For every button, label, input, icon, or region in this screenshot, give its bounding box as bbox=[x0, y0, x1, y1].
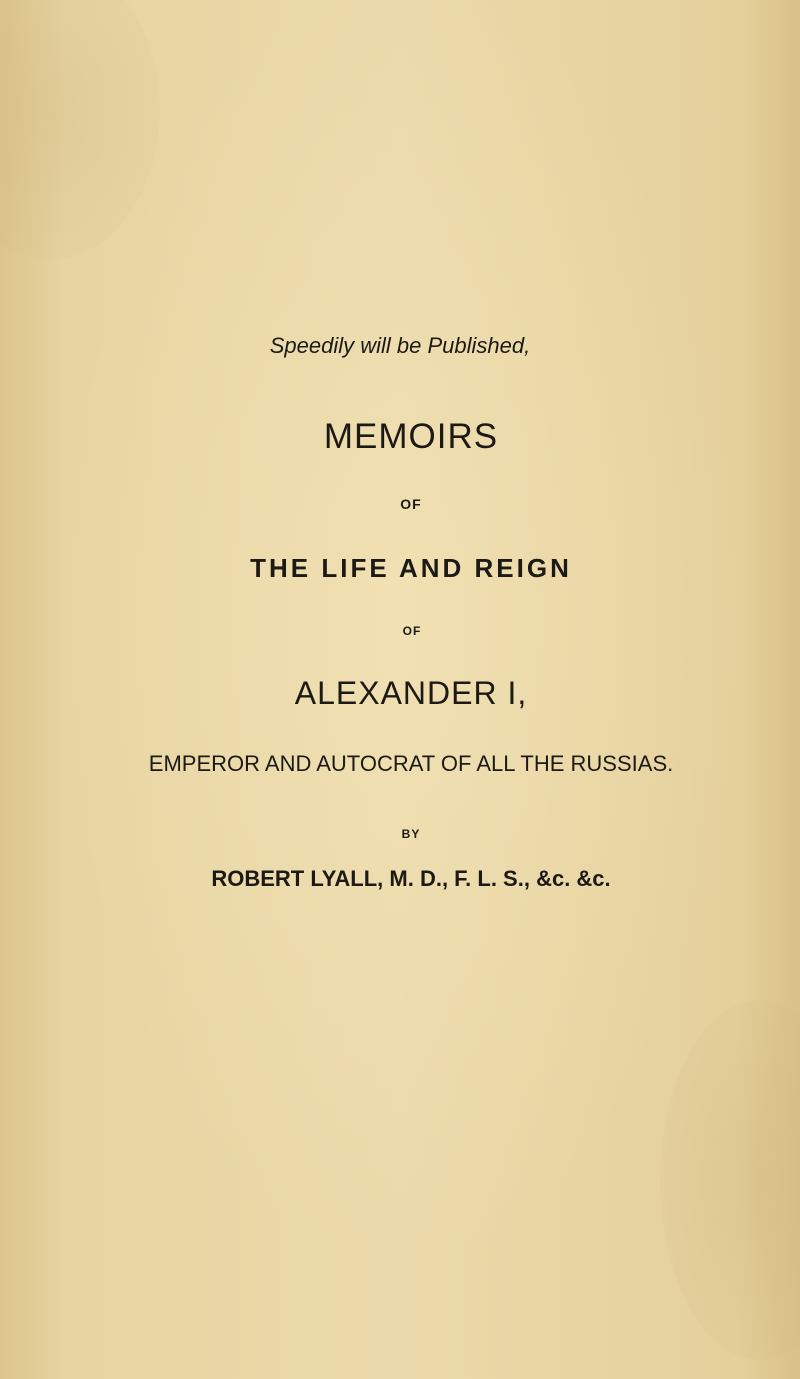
publication-announcement: Speedily will be Published, bbox=[269, 333, 531, 358]
title-life-and-reign: THE LIFE AND REIGN bbox=[250, 553, 572, 583]
subject-name: ALEXANDER I, bbox=[294, 675, 528, 711]
paper-stain bbox=[660, 1000, 800, 1360]
title-memoirs: MEMOIRS bbox=[323, 417, 499, 456]
subject-title: EMPEROR AND AUTOCRAT OF ALL THE RUSSIAS. bbox=[148, 751, 674, 776]
author-name: ROBERT LYALL, M. D., F. L. S., &c. &c. bbox=[211, 866, 611, 891]
connector-of-2: OF bbox=[402, 624, 422, 638]
byline-label: BY bbox=[401, 827, 421, 841]
paper-stain bbox=[0, 0, 160, 260]
connector-of-1: OF bbox=[400, 496, 422, 512]
